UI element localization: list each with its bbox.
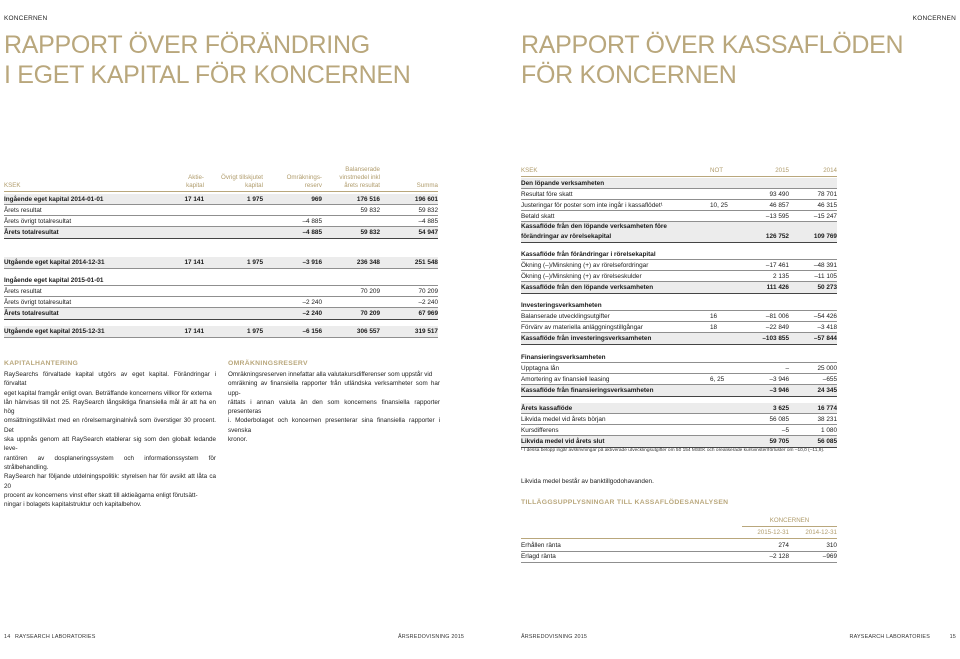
supplementary-header-rule [521,538,837,539]
equity-row-value: 17 141 [184,259,204,266]
cashflow-row-label: Resultat före skatt [521,191,573,198]
cashflow-row-label: Kassaflöde från den löpande verksamheten [521,284,654,291]
cashflow-row-2014: –15 247 [813,213,837,220]
cashflow-footnote: ¹ I dessa belopp ingår avskrivningar på aktiverade utvecklingsutgifter om 50 154 MSEK och orealiserade kursvinster/förluster om –10,0 (–11,9). [521,448,825,453]
cashflow-row-label: Kassaflöde från förändringar i rörelsekapital [521,251,656,258]
equity-title-line-2: I EGET KAPITAL FÖR KONCERNEN [4,61,411,89]
cashflow-col-2015: 2015 [775,167,789,174]
equity-row-value: 17 141 [184,196,204,203]
equity-row-value: –4 885 [418,218,438,225]
supplementary-col-2014: 2014-12-31 [805,529,837,536]
equity-row-value: 59 832 [418,207,438,214]
cashflow-row-label: Amortering av finansiell leasing [521,376,610,383]
cashflow-row-2015: –22 849 [765,324,789,331]
cashflow-row-2015: 126 752 [765,233,789,240]
supplementary-row-2014: 310 [826,542,837,549]
cashflow-row-label: Kassaflöde från finansieringsverksamheten [521,387,654,394]
supplementary-group: KONCERNEN [769,517,810,524]
cashflow-row-label: Finansieringsverksamheten [521,354,606,361]
equity-row-value: 70 209 [360,288,380,295]
cashflow-row-label-line: Kassaflöde från den löpande verksamheten före [521,223,667,230]
equity-row-value: –3 916 [302,259,322,266]
cashflow-row-2014: –11 105 [814,273,837,280]
equity-row-value: 251 548 [414,259,438,266]
supplementary-heading: TILLÄGGSUPPLYSNINGAR TILL KASSAFLÖDESANALYSEN [521,499,729,506]
cashflow-row-2014: 16 774 [817,405,837,412]
cashflow-row-2015: –103 855 [762,335,789,342]
equity-title-line-1: RAPPORT ÖVER FÖRÄNDRING [4,31,370,59]
cashflow-row-label: Likvida medel vid årets slut [521,438,605,445]
supplementary-row-2015: –2 128 [769,553,789,560]
cashflow-row-2014: 24 345 [817,387,837,394]
supplementary-col-2015: 2015-12-31 [757,529,789,536]
omrakningsreserv-heading: OMRÄKNINGSRESERV [228,360,308,367]
cashflow-row-2014: 46 315 [817,202,837,209]
supplementary-row [0,540,960,551]
omrakningsreserv-text: Omräkningsreserven innefattar alla valutakursdifferenser som uppstår vid omräkning av finansiella rapporter från utländska verksamheter som har upp- rättats i annan valuta än den som koncernens finansiella rapporter presenteras i. Moderbolaget och koncernen presenterar sina finansiella rapporter i svenska kronor. [228,371,440,444]
cashflow-row-label: Likvida medel vid årets början [521,416,606,423]
equity-row-value: 236 348 [356,259,380,266]
equity-row-value: –4 885 [302,218,322,225]
cashflow-note: Likvida medel består av banktillgodohavanden. [521,478,654,485]
cashflow-row-label: Kassaflöde från investeringsverksamheten [521,335,652,342]
cashflow-row-2014: 25 000 [817,365,837,372]
cashflow-row-2014: 56 085 [817,438,837,445]
equity-row-value: 70 209 [360,310,380,317]
equity-row-value: –2 240 [418,299,438,306]
cashflow-col-not: NOT [710,167,724,174]
equity-row-label: Utgående eget kapital 2015-12-31 [4,328,105,335]
equity-row-value: 59 832 [360,229,380,236]
equity-row-value: 1 975 [247,259,263,266]
equity-row-value: 319 517 [414,328,438,335]
cashflow-row-label: Ökning (–)/Minskning (+) av rörelseskulder [521,273,642,280]
equity-col-label: KSEK [4,182,21,189]
equity-row-value: 306 557 [356,328,380,335]
cashflow-row-2015: 111 426 [766,284,789,291]
equity-row-value: 1 975 [247,328,263,335]
cashflow-row-label: Investeringsverksamheten [521,302,602,309]
cashflow-row-not: 18 [710,324,718,331]
cashflow-row-label: Årets kassaflöde [521,405,573,412]
cashflow-row-2015: –3 946 [769,387,789,394]
cashflow-row-2015: –5 [781,427,789,434]
equity-row-value: –6 156 [302,328,322,335]
supplementary-row-2015: 274 [778,542,789,549]
cashflow-row-label: Kursdifferens [521,427,559,434]
cashflow-row-not: 10, 25 [710,202,728,209]
cashflow-row-not: 16 [710,313,718,320]
cashflow-row-2014: 1 080 [821,427,837,434]
equity-row-value: 67 969 [418,310,438,317]
cashflow-col-label: KSEK [521,167,538,174]
equity-row-label: Årets totalresultat [4,229,59,236]
section-label-left: KONCERNEN [4,15,48,22]
cashflow-row-label-line: förändringar av rörelsekapital [521,232,612,240]
equity-row-value: 59 832 [360,207,380,214]
cashflow-row-2015: –13 595 [765,213,789,220]
cashflow-row-2015: 59 705 [769,438,789,445]
cashflow-row-2014: –54 426 [813,313,837,320]
equity-row-value: –4 885 [302,229,322,236]
cashflow-row-not: 6, 25 [710,376,725,383]
cashflow-row-2014: –3 418 [817,324,837,331]
equity-row-label: Utgående eget kapital 2014-12-31 [4,259,105,266]
cashflow-row-2015: 2 135 [773,273,789,280]
kapitalhantering-heading: KAPITALHANTERING [4,360,79,367]
supplementary-row [0,551,960,562]
footer-left-report: ÅRSREDOVISNING 2015 [398,634,465,640]
cashflow-row-2014: –48 391 [813,262,837,269]
cashflow-row-label: Betald skatt [521,213,555,220]
equity-col-aktie: Aktie- kapital [186,174,204,189]
cashflow-row-2015: –3 946 [769,376,789,383]
equity-row-label: Ingående eget kapital 2014-01-01 [4,196,104,203]
equity-row-label: Årets resultat [4,207,42,214]
supplementary-row-label: Erlagd ränta [521,553,556,560]
cashflow-row-2015: 46 857 [769,202,789,209]
equity-row-value: 1 975 [247,196,263,203]
cashflow-row-2014: –655 [822,376,837,383]
cashflow-row-label: Justeringar för poster som inte ingår i kassaflödet¹ [521,202,663,209]
equity-row-label: Årets totalresultat [4,310,59,317]
equity-row-label: Årets övrigt totalresultat [4,218,72,225]
equity-row-value: 969 [311,196,322,203]
section-label-right: KONCERNEN [912,15,956,22]
cashflow-row-2015: 3 625 [773,405,789,412]
equity-row-label: Ingående eget kapital 2015-01-01 [4,277,104,284]
footer-left-page: 14 [4,634,11,640]
cashflow-row-2014: 50 273 [817,284,837,291]
cashflow-row-2014: 109 769 [813,233,837,240]
equity-col-summa: Summa [416,182,438,189]
cashflow-col-2014: 2014 [823,167,837,174]
footer-right-company: RAYSEARCH LABORATORIES [849,634,930,640]
cashflow-row-2015: –17 461 [765,262,789,269]
cashflow-row-2014: 38 231 [817,416,837,423]
equity-col-bal: Balanserade vinstmedel inkl årets resultat [339,166,380,189]
cashflow-row-2014: –57 844 [813,335,837,342]
equity-col-ovrigt: Övrigt tillskjutet kapital [221,174,263,189]
cashflow-row-label: Förvärv av materiella anläggningstillgångar [521,324,643,331]
equity-row-label: Årets övrigt totalresultat [4,299,72,306]
kapitalhantering-text: RaySearchs förvaltade kapital utgörs av eget kapital. Förändringar i förvaltat eget kapital framgår enligt ovan. Beträffande koncernens villkor för externa lån hänvisas till not 25. RaySearch långsiktiga finansiella mål är att ha en hög omsättningstillväxt med en rörelsemarginalnivå som överstiger 30 procent. Det ska uppnås genom att RaySearch etablerar sig som den globalt ledande leve- rantören av dosplaneringssystem och informationssystem för strålbehandling. RaySearch har följande utdelningspolitik: styrelsen har för avsikt att låta ca 20 procent av koncernens vinst efter skatt till aktieägarna enligt förutsätt- ningar i bolagets kapitalstruktur och kapitalbehov. [4,371,216,509]
cashflow-title-line-1: RAPPORT ÖVER KASSAFLÖDEN [521,31,904,59]
cashflow-row-2014: 78 701 [817,191,837,198]
footer-right-report: ÅRSREDOVISNING 2015 [521,634,588,640]
cashflow-row-label: Den löpande verksamheten [521,180,605,187]
equity-row-value: 70 209 [418,288,438,295]
supplementary-row-label: Erhållen ränta [521,542,561,549]
supplementary-group-rule [742,526,837,527]
footer-left-company: RAYSEARCH LABORATORIES [15,634,96,640]
equity-row-value: –2 240 [302,310,322,317]
cashflow-row-label: Ökning (–)/Minskning (+) av rörelsefordringar [521,262,649,269]
equity-row-value: 54 947 [418,229,438,236]
equity-row-label: Årets resultat [4,288,42,295]
footer-right-page: 15 [949,634,956,640]
cashflow-row-label: Balanserade utvecklingsutgifter [521,313,610,320]
cashflow-row-2015: 56 085 [769,416,789,423]
cashflow-row-2015: 93 490 [769,191,789,198]
equity-row-value: 176 516 [356,196,380,203]
supplementary-row-2014: –969 [822,553,837,560]
cashflow-title-line-2: FÖR KONCERNEN [521,61,737,89]
supplementary-row-rule [521,562,837,563]
cashflow-row-label: Upptagna lån [521,365,560,372]
equity-row-value: –2 240 [302,299,322,306]
cashflow-row-2015: – [785,365,789,372]
equity-row-value: 196 601 [414,196,438,203]
cashflow-row-2015: –81 006 [765,313,789,320]
equity-col-omr: Omräknings- reserv [286,174,322,189]
equity-row-value: 17 141 [184,328,204,335]
